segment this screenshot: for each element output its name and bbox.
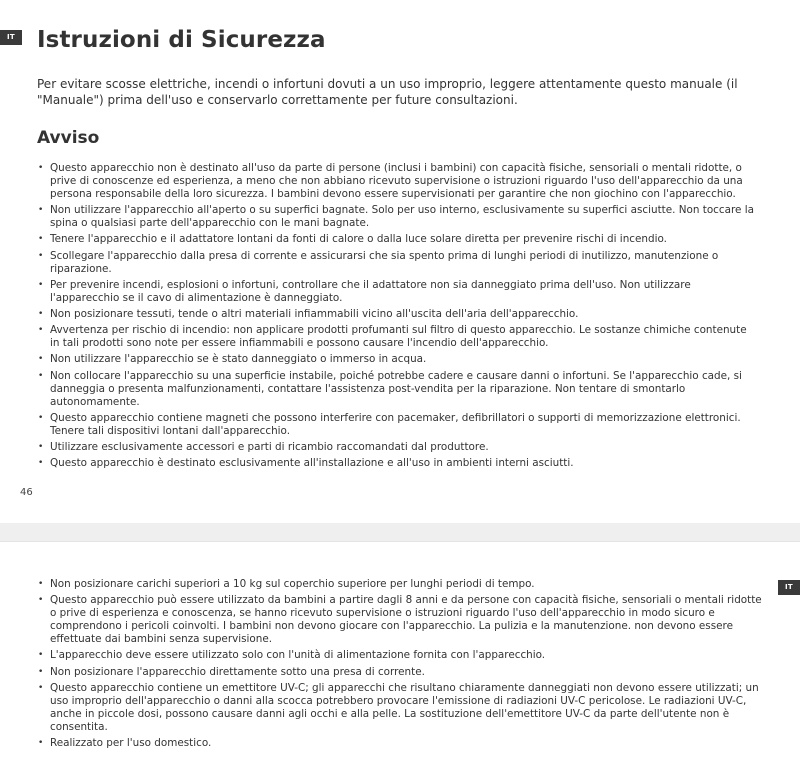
- language-tab: IT: [0, 30, 22, 45]
- warning-list: [37, 162, 755, 473]
- list-item: • Tenere l'apparecchio e il adattatore lontani da fonti di calore o dalla luce solare diretta per prevenire rischi di incendio.: [37, 233, 755, 246]
- page-title: Istruzioni di Sicurezza: [37, 27, 326, 53]
- language-tab: IT: [778, 580, 800, 595]
- list-item: • Questo apparecchio è destinato esclusivamente all'installazione e all'uso in ambienti interni asciutti.: [37, 457, 755, 470]
- list-item: • Non posizionare carichi superiori a 10 kg sul coperchio superiore per lunghi periodi di tempo.: [37, 578, 765, 591]
- list-item: • Scollegare l'apparecchio dalla presa di corrente e assicurarsi che sia spento prima di lunghi periodi di inutilizzo, manutenzione o riparazione.: [37, 250, 755, 276]
- page-divider: [0, 523, 800, 541]
- list-item: • Questo apparecchio contiene magneti che possono interferire con pacemaker, defibrillatori o supporti di memorizzazione elettronici. Tenere tali dispositivi lontani dall'apparecchio.: [37, 412, 755, 438]
- list-item: • Per prevenire incendi, esplosioni o infortuni, controllare che il adattatore non sia danneggiato prima dell'uso. Non utilizzare l'apparecchio se il cavo di alimentazione è danneggiato.: [37, 279, 755, 305]
- list-item: • Non collocare l'apparecchio su una superficie instabile, poiché potrebbe cadere e causare danni o infortuni. Se l'apparecchio cade, si danneggia o presenta malfunzionamenti, contattare l'assistenza post-vendita per la riparazione. Non tentare di smontarlo autonomamente.: [37, 370, 755, 409]
- intro-paragraph: Per evitare scosse elettriche, incendi o infortuni dovuti a un uso improprio, leggere attentamente questo manuale (il "Manuale") prima dell'uso e conservarlo correttamente per future consultazioni.: [37, 77, 738, 107]
- page-number: 46: [20, 487, 33, 498]
- list-item: • Realizzato per l'uso domestico.: [37, 737, 765, 750]
- list-item: • Questo apparecchio non è destinato all'uso da parte di persone (inclusi i bambini) con capacità fisiche, sensoriali o mentali ridotte, o prive di conoscenze ed esperienza, a meno che non abbiano ricevuto supervisione o istruzioni riguardo l'uso dell'apparecchio da una persona responsabile della loro sicurezza. I bambini devono essere supervisionati per garantire che non giochino con l'apparecchio.: [37, 162, 755, 201]
- list-item: • Non posizionare tessuti, tende o altri materiali infiammabili vicino all'uscita dell'aria dell'apparecchio.: [37, 308, 755, 321]
- list-item: • Questo apparecchio contiene un emettitore UV-C; gli apparecchi che risultano chiaramente danneggiati non devono essere utilizzati; un uso improprio dell'apparecchio o danni alla scocca potrebbero provocare l'emissione di radiazioni UV-C pericolose. Le radiazioni UV-C, anche in piccole dosi, possono causare danni agli occhi e alla pelle. La sostituzione dell'emettitore UV-C da parte dell'utente non è consentita.: [37, 682, 765, 734]
- list-item: • Questo apparecchio può essere utilizzato da bambini a partire dagli 8 anni e da persone con capacità fisiche, sensoriali o mentali ridotte o prive di esperienza e conoscenza, se hanno ricevuto supervisione o istruzioni riguardo l'uso dell'apparecchio in modo sicuro e comprendono i pericoli coinvolti. I bambini non devono giocare con l'apparecchio. La pulizia e la manutenzione. non devono essere effettuate dai bambini senza supervisione.: [37, 594, 765, 646]
- list-item: • L'apparecchio deve essere utilizzato solo con l'unità di alimentazione fornita con l'apparecchio.: [37, 649, 765, 662]
- list-item: • Non utilizzare l'apparecchio se è stato danneggiato o immerso in acqua.: [37, 353, 755, 366]
- list-item: • Non posizionare l'apparecchio direttamente sotto una presa di corrente.: [37, 666, 765, 679]
- list-item: • Non utilizzare l'apparecchio all'aperto o su superfici bagnate. Solo per uso interno, esclusivamente su superfici asciutte. Non toccare la spina o qualsiasi parte dell'apparecchio con le mani bagnate.: [37, 204, 755, 230]
- warning-list-continued: [37, 578, 765, 753]
- list-item: • Avvertenza per rischio di incendio: non applicare prodotti profumanti sul filtro di questo apparecchio. Le sostanze chimiche contenute in tali prodotti sono note per essere infiammabili e possono causare l'incendio dell'apparecchio.: [37, 324, 755, 350]
- list-item: • Utilizzare esclusivamente accessori e parti di ricambio raccomandati dal produttore.: [37, 441, 755, 454]
- warning-heading: Avviso: [37, 128, 100, 148]
